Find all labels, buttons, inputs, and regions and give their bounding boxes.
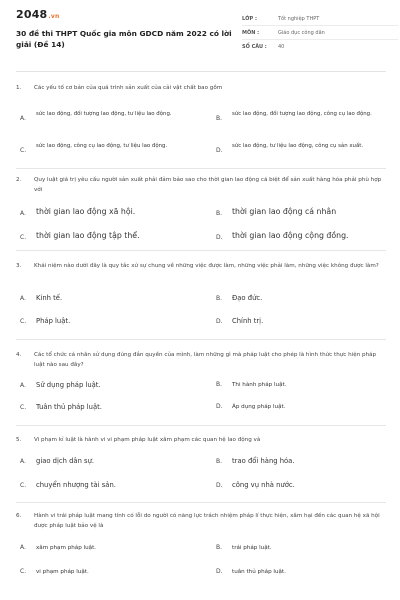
option-b[interactable]: B. Đạo đức.	[216, 294, 263, 302]
exam-header	[16, 0, 386, 72]
option-d[interactable]: D. sức lao động, tư liệu lao động, công cụ sản xuất.	[216, 143, 364, 154]
question-stem: 4. Các tổ chức cá nhân sử dụng đúng đắn quyền của mình, làm những gì mà pháp luật cho phép là hình thức thực hiện pháp luật nào sau đây?	[16, 351, 386, 370]
option-c[interactable]: C. Pháp luật.	[20, 317, 71, 325]
question-number: 5.	[16, 437, 22, 443]
option-a[interactable]: A. sức lao động, đối tượng lao động, tư liệu lao động.	[20, 111, 172, 122]
meta-key: SỐ CÂU :	[242, 44, 267, 50]
option-d[interactable]: D. công vụ nhà nước.	[216, 481, 295, 489]
meta-value: Tốt nghiệp THPT	[278, 15, 320, 22]
meta-key: MÔN :	[242, 29, 260, 36]
meta-value: 40	[278, 44, 285, 50]
divider	[16, 250, 386, 251]
question-number: 4.	[16, 352, 22, 358]
option-a[interactable]: A. Sử dụng pháp luật.	[20, 381, 101, 389]
option-b[interactable]: B. thời gian lao động cá nhân	[216, 207, 337, 217]
question-stem: 3. Khái niệm nào dưới đây là quy tắc xử sự chung về những việc được làm, những việc phải làm, những việc không được làm?	[16, 262, 386, 272]
divider	[16, 339, 386, 340]
option-d[interactable]: D. thời gian lao động cộng đồng.	[216, 231, 349, 241]
option-b[interactable]: B. Thi hành pháp luật.	[216, 381, 287, 388]
question-stem: 5. Vi phạm kỉ luật là hành vi vi phạm pháp luật xâm phạm các quan hệ lao động và	[16, 436, 386, 446]
divider	[16, 168, 386, 169]
meta-row-subject	[242, 26, 398, 40]
question-number: 6.	[16, 513, 22, 519]
option-a[interactable]: A. Kinh tế.	[20, 294, 63, 302]
option-d[interactable]: D. Chính trị.	[216, 317, 264, 325]
exam-meta-table	[242, 12, 398, 54]
option-c[interactable]: C. Tuân thủ pháp luật.	[20, 403, 102, 411]
question-number: 3.	[16, 263, 22, 269]
option-b[interactable]: B. trao đổi hàng hóa.	[216, 457, 295, 465]
meta-value: Giáo dục công dân	[278, 29, 325, 36]
option-d[interactable]: D. Áp dụng pháp luật.	[216, 403, 286, 410]
question-stem: 1. Các yếu tố cơ bản của quá trình sản xuất của cải vật chất bao gồm	[16, 84, 386, 94]
site-logo[interactable]: 2048.vn	[16, 8, 60, 21]
exam-title: 30 đề thi THPT Quốc gia môn GDCD năm 2022 có lời giải (Đề 14)	[16, 29, 232, 49]
question-number: 1.	[16, 85, 22, 91]
divider	[16, 425, 386, 426]
option-c[interactable]: C. thời gian lao động tập thể.	[20, 231, 140, 241]
option-b[interactable]: B. sức lao động, đối tượng lao động, công cụ lao động.	[216, 111, 372, 122]
option-a[interactable]: A. thời gian lao động xã hội.	[20, 207, 136, 217]
option-b[interactable]: B. trái pháp luật.	[216, 544, 272, 551]
meta-key: LỚP :	[242, 15, 257, 22]
question-stem: 2. Quy luật giá trị yêu cầu người sản xuất phải đảm bảo sao cho thời gian lao động cá biệt để sản xuất hàng hóa phải phù hợp với	[16, 176, 386, 195]
question-stem: 6. Hành vi trái pháp luật mang tính có lỗi do người có năng lực trách nhiệm pháp lí thực hiện, xâm hại đến các quan hệ xã hội được pháp luật bảo vệ là	[16, 512, 386, 531]
option-c[interactable]: C. vi phạm pháp luật.	[20, 568, 89, 575]
meta-row-class	[242, 12, 398, 26]
option-a[interactable]: A. xâm phạm pháp luật.	[20, 544, 97, 551]
meta-row-count	[242, 40, 398, 54]
divider	[16, 502, 386, 503]
option-d[interactable]: D. tuân thủ pháp luật.	[216, 568, 286, 575]
option-c[interactable]: C. sức lao động, công cụ lao động, tư liệu lao động.	[20, 143, 168, 154]
option-a[interactable]: A. giao dịch dân sự.	[20, 457, 95, 465]
option-c[interactable]: C. chuyển nhượng tài sản.	[20, 481, 116, 489]
question-number: 2.	[16, 177, 22, 183]
